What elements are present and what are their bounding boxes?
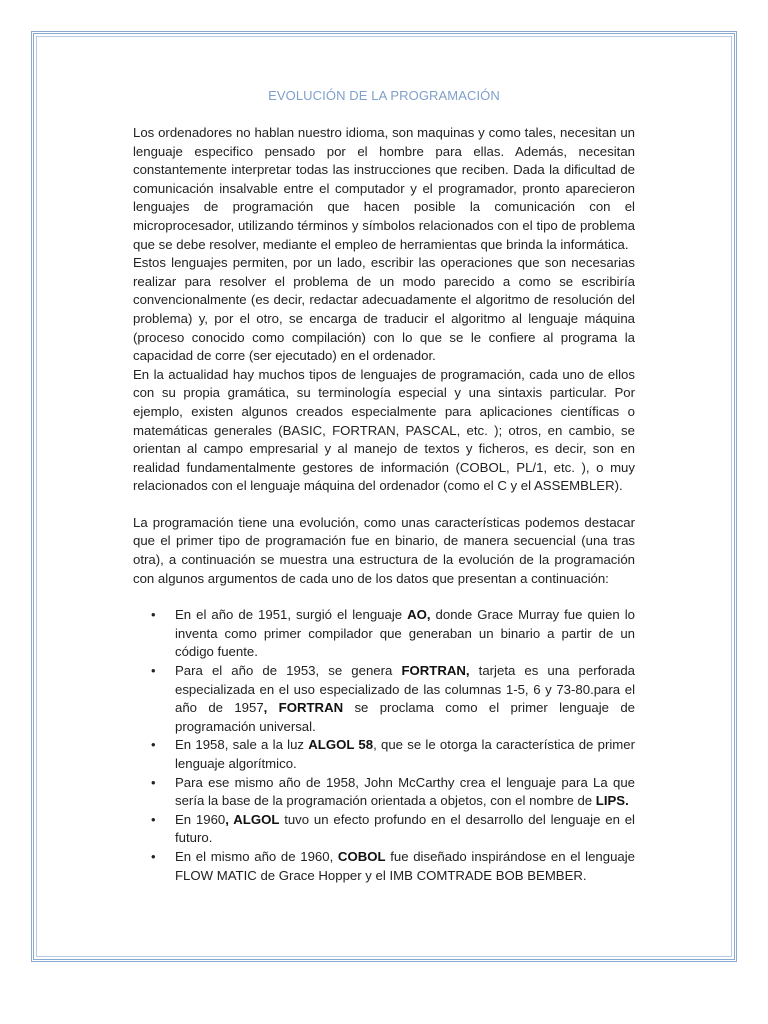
list-item xyxy=(151,774,635,811)
list-item xyxy=(151,662,636,736)
bullet-icon: • xyxy=(151,663,156,679)
list-item xyxy=(151,811,635,848)
list-item-bold: , FORTRAN xyxy=(263,700,344,716)
list-item-text: se proclama como el primer lenguaje de programación universal. xyxy=(175,700,636,734)
paragraph-evolution: La programación tiene una evolución, como unas características podemos destacar que el primer tipo de programación fue en binario, de manera secuencial (una tras otra), a continuación se muestra una estructura de la evolución de la programación con algunos argumentos de cada uno de los datos que presentan a continuación: xyxy=(133,514,635,586)
bullet-icon: • xyxy=(151,607,156,623)
paragraph-spacer xyxy=(133,496,635,514)
list-item-text: En 1958, sale a la luz xyxy=(175,737,309,753)
paragraph-intro: Los ordenadores no hablan nuestro idioma, son maquinas y como tales, necesitan un lenguaje especifico pensado por el hombre para ellas. Además, necesitan constantemente interpretar todas las instrucciones que reciben. Dada la dificultad de comunicación insalvable entre el computador y el programador, pronto aparecieron lenguajes de programación que hacen posible la comunicación con el microprocesador, utilizando términos y símbolos relacionados con el tipo de problema que se debe resolver, mediante el empleo de herramientas que brinda la informática. xyxy=(133,125,635,252)
list-item-bold: COBOL xyxy=(337,848,386,864)
list-item-text: , que se le otorga la característica de primer lenguaje algorítmico. xyxy=(175,737,635,771)
bullet-icon: • xyxy=(151,774,156,790)
list-item-bold: LIPS. xyxy=(595,793,629,809)
list-item-bold: , ALGOL xyxy=(225,811,280,827)
list-item-text: fue diseñado inspirándose en el lenguaje FLOW MATIC de Grace Hopper y el IMB COMTRADE BOB BEMBER. xyxy=(175,848,635,883)
list-item-bold: AO, xyxy=(407,607,431,623)
list-item-text: En el mismo año de 1960, xyxy=(175,848,338,864)
list-item-text: Para el año de 1953, se genera xyxy=(175,663,402,679)
list-item-text: tuvo un efecto profundo en el desarrollo del lenguaje en el futuro. xyxy=(175,811,635,846)
evolution-bullet-list xyxy=(133,606,635,885)
list-item xyxy=(151,736,635,773)
document-title: EVOLUCIÓN DE LA PROGRAMACIÓN xyxy=(268,88,500,103)
paragraph-languages-purpose: Estos lenguajes permiten, por un lado, escribir las operaciones que son necesarias realizar para resolver el problema de un modo parecido a como se escribiría convencionalmente (es decir, redactar adecuadamente el algoritmo de resolución del problema) y, por el otro, se encarga de traducir el algoritmo al lenguaje máquina (proceso conocido como compilación) con lo que se le confiere al programa la capacidad de corre (ser ejecutado) en el ordenador. xyxy=(133,255,635,364)
list-item-text: En el año de 1951, surgió el lenguaje xyxy=(175,607,408,623)
list-item xyxy=(151,848,635,885)
bullet-icon: • xyxy=(151,737,156,753)
list-item-bold: ALGOL 58 xyxy=(308,737,374,753)
list-item xyxy=(151,606,635,662)
list-item-bold: FORTRAN, xyxy=(401,663,470,679)
paragraph-language-types: En la actualidad hay muchos tipos de lenguajes de programación, cada uno de ellos con su propia gramática, su terminología especial y una sintaxis particular. Por ejemplo, existen algunos creados especialmente para aplicaciones científicas o matemáticas generales (BASIC, FORTRAN, PASCAL, etc. ); otros, en cambio, se orientan al campo empresarial y al manejo de textos y ficheros, es decir, son en realidad fundamentalmente gestores de información (COBOL, PL/1, etc. ), o muy relacionados con el lenguaje máquina del ordenador (como el C y el ASSEMBLER). xyxy=(133,366,635,494)
list-item-text: En 1960 xyxy=(175,811,226,827)
list-item-text: donde Grace Murray fue quien lo inventa como primer compilador que generaban un binario a partir de un código fuente. xyxy=(175,607,635,660)
list-item-text: tarjeta es una perforada especializada en el uso especializado de las columnas 1-5, 6 y 73-80.para el año de 1957 xyxy=(175,663,635,716)
list-item-text: Para ese mismo año de 1958, John McCarthy crea el lenguaje para La que sería la base de la programación orientada a objetos, con el nombre de xyxy=(175,774,635,809)
document-body xyxy=(133,86,635,885)
bullet-icon: • xyxy=(151,848,156,864)
bullet-icon: • xyxy=(151,811,156,827)
